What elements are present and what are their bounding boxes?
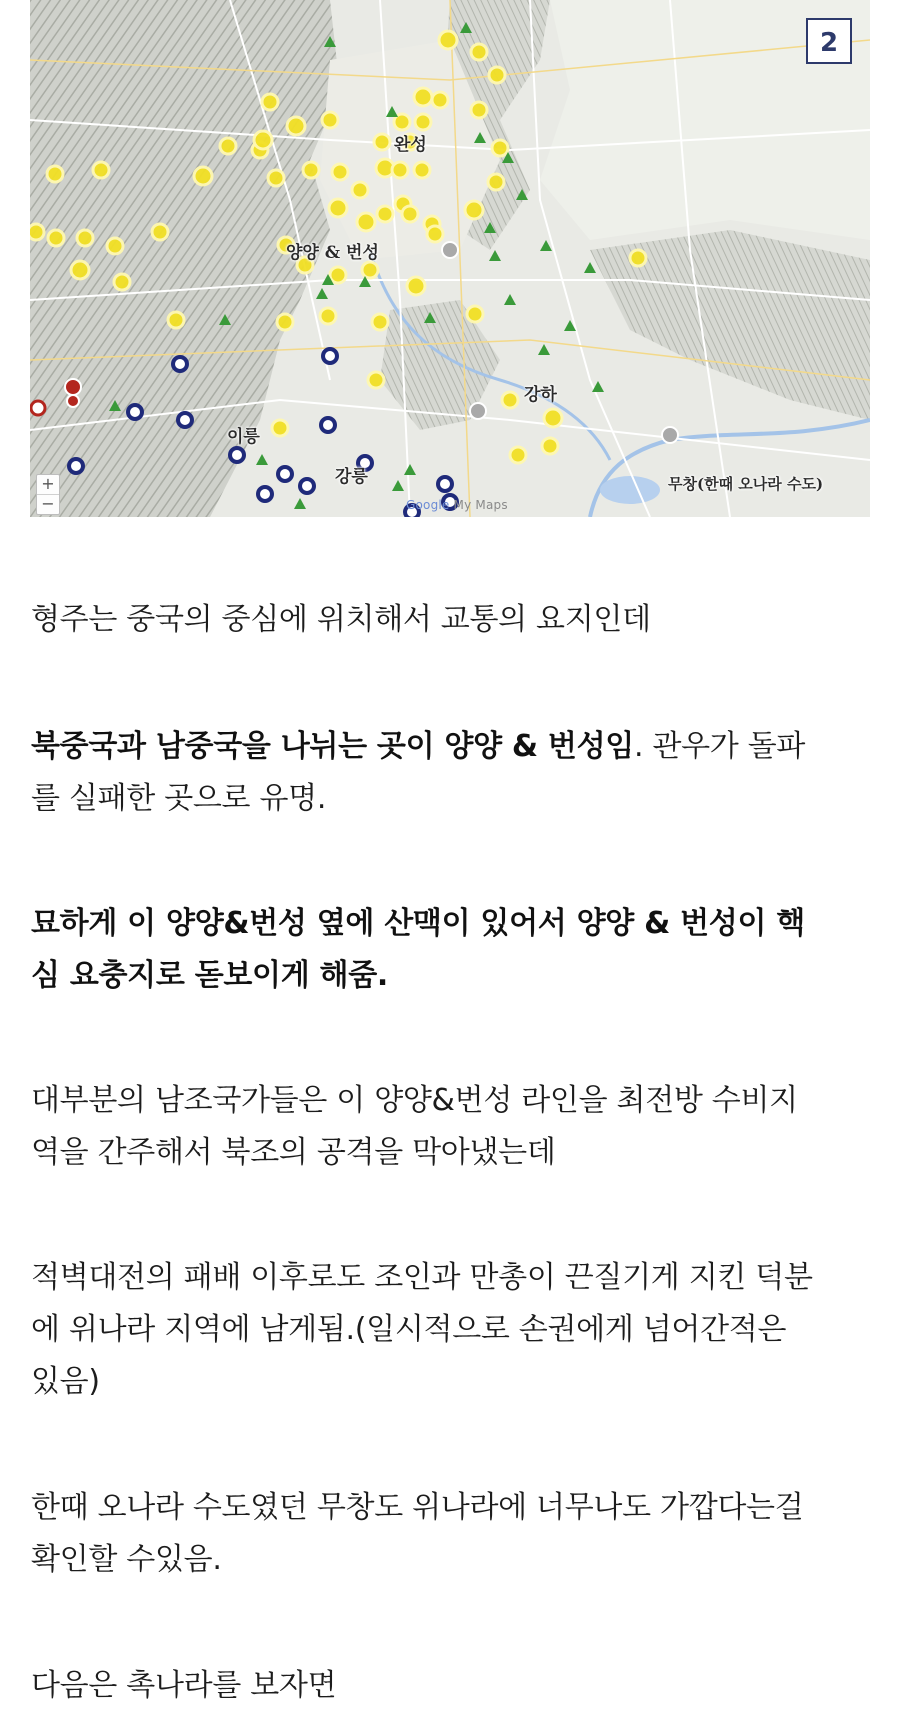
paragraph-5-line2: 에 위나라 지역에 남게됨.(일시적으로 손권에게 넘어간적은	[31, 1312, 787, 1347]
zoom-out-button[interactable]: −	[37, 494, 59, 514]
neutral-marker	[442, 242, 458, 258]
wei-marker	[77, 230, 93, 246]
wei-marker	[287, 117, 305, 135]
wei-marker	[432, 92, 448, 108]
wei-marker	[277, 314, 293, 330]
paragraph-3-line1: 묘하게 이 양양&번성 옆에 산맥이 있어서 양양 & 번성이 핵	[31, 906, 805, 941]
paragraph-6-line1: 한때 오나라 수도였던 무창도 위나라에 너무나도 가깝다는걸	[31, 1490, 804, 1525]
wu-marker	[258, 487, 272, 501]
wei-marker	[322, 112, 338, 128]
wei-marker	[71, 261, 89, 279]
wu-marker	[323, 349, 337, 363]
wei-marker	[330, 267, 346, 283]
wu-marker	[438, 477, 452, 491]
paragraph-7-text: 다음은 촉나라를 보자면	[31, 1668, 337, 1703]
wei-marker	[332, 164, 348, 180]
wei-marker	[465, 201, 483, 219]
map-zoom-control[interactable]	[36, 474, 60, 515]
wei-marker	[439, 31, 457, 49]
paragraph-1	[31, 594, 871, 646]
label-yiling: 이릉	[227, 427, 260, 447]
wei-marker	[320, 308, 336, 324]
wei-marker	[492, 140, 508, 156]
paragraph-4-line1: 대부분의 남조국가들은 이 양양&번성 라인을 최전방 수비지	[31, 1083, 798, 1118]
wei-marker	[377, 206, 393, 222]
paragraph-5	[31, 1252, 871, 1408]
wei-marker	[414, 162, 430, 178]
wei-marker	[392, 162, 408, 178]
google-logo: Google	[406, 498, 450, 512]
map-attribution	[406, 498, 508, 512]
paragraph-7	[31, 1660, 871, 1712]
label-xiangyang-fancheng: 양양 & 번성	[286, 243, 379, 263]
wei-marker	[414, 88, 432, 106]
wei-marker	[47, 166, 63, 182]
wei-marker	[168, 312, 184, 328]
wei-marker	[407, 277, 425, 295]
wei-marker	[220, 138, 236, 154]
label-wuchang: 무창(한때 오나라 수도)	[668, 475, 824, 493]
wei-marker	[357, 213, 375, 231]
wei-marker	[194, 167, 212, 185]
wei-marker	[542, 438, 558, 454]
wei-marker	[368, 372, 384, 388]
paragraph-4	[31, 1075, 871, 1179]
wei-marker	[488, 174, 504, 190]
lake	[600, 476, 660, 504]
wu-marker	[300, 479, 314, 493]
paragraph-2	[31, 721, 871, 825]
neutral-marker	[662, 427, 678, 443]
wu-marker	[278, 467, 292, 481]
image-number-badge: 2	[806, 18, 852, 64]
wu-marker	[69, 459, 83, 473]
wu-marker	[128, 405, 142, 419]
paragraph-2-bold: 북중국과 남중국을 나뉘는 곳이 양양 & 번성임	[31, 729, 634, 764]
wei-marker	[630, 250, 646, 266]
paragraph-6	[31, 1482, 871, 1586]
wei-marker	[352, 182, 368, 198]
label-wancheng: 완성	[394, 135, 427, 155]
wei-marker	[489, 67, 505, 83]
wei-marker	[268, 170, 284, 186]
wei-marker	[467, 306, 483, 322]
wei-marker	[471, 44, 487, 60]
paragraph-6-line2: 확인할 수있음.	[31, 1542, 222, 1577]
paragraph-5-line3: 있음)	[31, 1364, 100, 1399]
wei-marker	[262, 94, 278, 110]
wei-marker	[329, 199, 347, 217]
wei-marker	[30, 224, 44, 240]
mymaps-label: My Maps	[453, 498, 508, 512]
wei-marker	[510, 447, 526, 463]
wu-marker	[321, 418, 335, 432]
zoom-in-button[interactable]: +	[41, 474, 55, 493]
neutral-marker	[470, 403, 486, 419]
wei-marker	[114, 274, 130, 290]
wei-marker	[272, 420, 288, 436]
wei-marker	[415, 114, 431, 130]
shu-marker	[65, 379, 81, 395]
paragraph-2-line2: 를 실패한 곳으로 유명.	[31, 781, 327, 816]
wei-marker	[107, 238, 123, 254]
shu-marker	[31, 401, 45, 415]
wei-marker	[402, 206, 418, 222]
wei-marker	[362, 262, 378, 278]
wu-marker	[173, 357, 187, 371]
wu-marker	[230, 448, 244, 462]
wei-marker	[372, 314, 388, 330]
wei-marker	[427, 226, 443, 242]
wei-marker	[254, 131, 272, 149]
wei-marker	[93, 162, 109, 178]
paragraph-1-text: 형주는 중국의 중심에 위치해서 교통의 요지인데	[31, 602, 651, 637]
wei-marker	[502, 392, 518, 408]
shu-marker	[67, 395, 79, 407]
map-image	[30, 0, 870, 517]
paragraph-4-line2: 역을 간주해서 북조의 공격을 막아냈는데	[31, 1135, 556, 1170]
label-jiangxia: 강하	[524, 385, 557, 405]
paragraph-5-line1: 적벽대전의 패배 이후로도 조인과 만총이 끈질기게 지킨 덕분	[31, 1260, 813, 1295]
wei-marker	[48, 230, 64, 246]
wei-marker	[303, 162, 319, 178]
wei-marker	[152, 224, 168, 240]
wei-marker	[544, 409, 562, 427]
wu-marker	[178, 413, 192, 427]
paragraph-2-rest: . 관우가 돌파	[633, 729, 806, 764]
paragraph-3-line2: 심 요충지로 돋보이게 해줌.	[31, 958, 389, 993]
map-canvas	[30, 0, 870, 517]
wei-marker	[471, 102, 487, 118]
paragraph-3	[31, 898, 871, 1002]
label-jiangling: 강릉	[335, 467, 368, 487]
wei-marker	[374, 134, 390, 150]
